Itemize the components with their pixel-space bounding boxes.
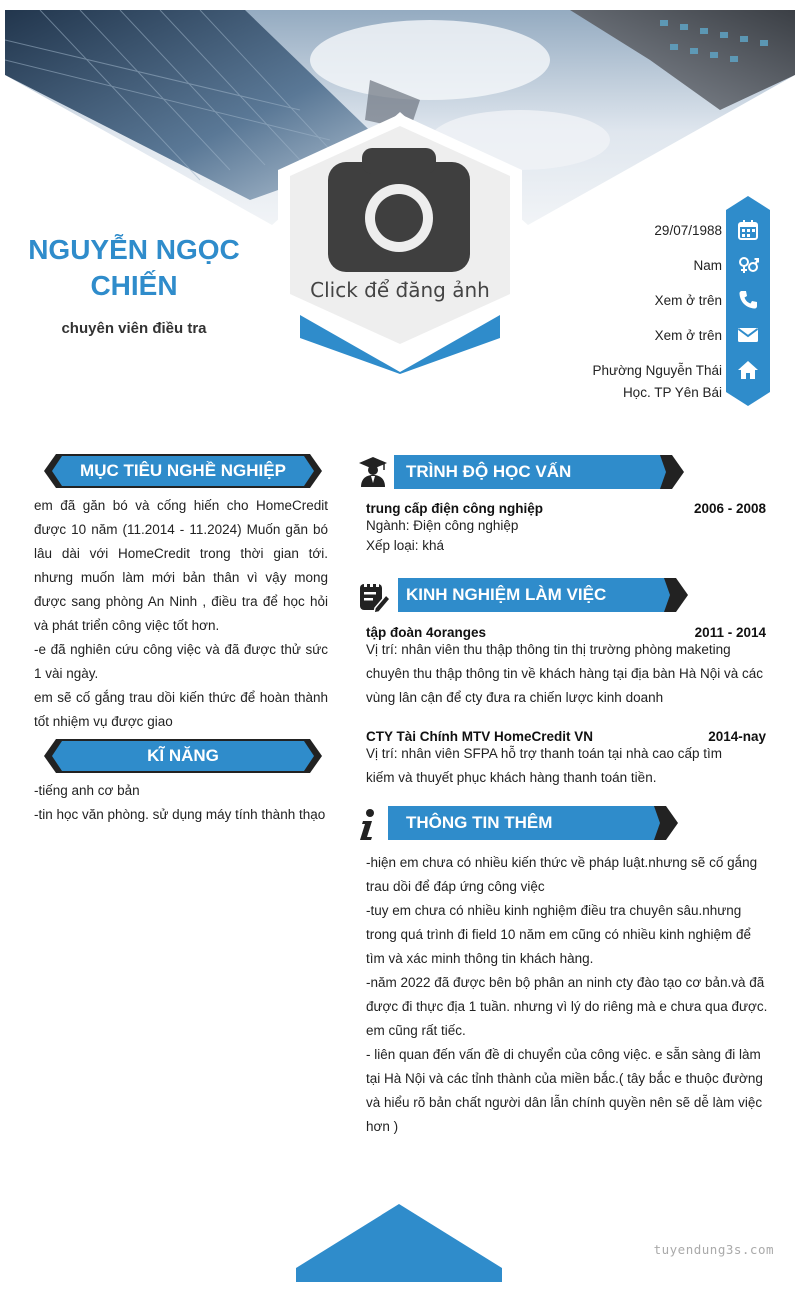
education-grade: Xếp loại: khá xyxy=(366,538,445,553)
objective-heading: MỤC TIÊU NGHỀ NGHIỆP xyxy=(80,461,286,480)
skills-heading-banner xyxy=(44,739,322,773)
experience-heading: KINH NGHIỆM LÀM VIỆC xyxy=(406,585,607,604)
education-school: trung cấp điện công nghiệp xyxy=(366,501,543,516)
address-line-2: Học. TP Yên Bái xyxy=(622,385,722,400)
experience-heading-banner xyxy=(398,578,688,612)
profile-photo-placeholder[interactable] xyxy=(270,110,530,380)
address-line-1: Phường Nguyễn Thái xyxy=(592,363,722,378)
phone-icon xyxy=(736,288,760,312)
contact-address xyxy=(593,360,722,404)
education-heading: TRÌNH ĐỘ HỌC VẤN xyxy=(406,462,572,481)
extra-paragraph-4: - liên quan đến vấn đề di chuyển của công việc. e sẵn sàng đi làm tại Hà Nội và các tỉnh thành của miền bắc.( tây bắc e thuộc đường và hiểu rõ bản chất người dân lẫn chính quyền nên sẽ dễ làm việc hơn ) xyxy=(366,1047,763,1134)
objective-heading-banner xyxy=(44,454,322,488)
name-line-2: CHIẾN xyxy=(90,270,178,301)
education-major: Ngành: Điện công nghiệp xyxy=(366,518,519,533)
job-2-description: Vị trí: nhân viên SFPA hỗ trợ thanh toán tại nhà cao cấp tìm kiếm và thuyết phục khách hàng thanh toán tiền. xyxy=(366,746,723,785)
gender-icon xyxy=(736,253,760,277)
site-watermark: tuyendung3s.com xyxy=(653,1242,774,1257)
education-period: 2006 - 2008 xyxy=(693,501,766,516)
home-icon xyxy=(736,358,760,382)
contact-email: Xem ở trên xyxy=(654,328,722,343)
job-2-company: CTY Tài Chính MTV HomeCredit VN xyxy=(366,729,594,744)
job-1-period: 2011 - 2014 xyxy=(694,625,766,640)
name-line-1: NGUYỄN NGỌC xyxy=(28,234,240,265)
education-heading-banner xyxy=(394,455,684,489)
info-icon xyxy=(358,808,378,842)
calendar-icon xyxy=(736,218,760,242)
contact-gender: Nam xyxy=(693,258,722,273)
camera-icon xyxy=(328,148,470,272)
skill-item-1: -tiếng anh cơ bản xyxy=(34,783,140,798)
photo-upload-caption[interactable]: Click để đăng ảnh xyxy=(310,278,490,302)
job-title: chuyên viên điều tra xyxy=(61,320,207,337)
footer-triangle-decoration xyxy=(296,1204,502,1284)
skill-item-2: -tin học văn phòng. sử dụng máy tính thành thạo xyxy=(34,807,326,822)
extra-info-heading: THÔNG TIN THÊM xyxy=(406,813,553,832)
skills-heading: KĨ NĂNG xyxy=(147,746,219,765)
job-1-company: tập đoàn 4oranges xyxy=(366,625,487,640)
objective-paragraph-1: em đã găn bó và cống hiến cho HomeCredit được 10 năm (11.2014 - 11.2024) Muốn găn bó lâu dài với HomeCredit trong thời gian tới. nhưng muốn làm mới bản thân vì vậy mong được sang phòng An Ninh , điều tra để học hỏi và phát triển công việc tốt hơn. xyxy=(34,498,328,633)
objective-paragraph-2: -e đã nghiên cứu công việc và đã được thử sức 1 vài ngày. xyxy=(34,642,328,681)
graduate-icon xyxy=(358,456,388,488)
notepad-pen-icon xyxy=(358,580,392,614)
objective-paragraph-3: em sẽ cố gắng trau dồi kiến thức để hoàn thành tốt nhiệm vụ được giao xyxy=(34,690,328,729)
email-icon xyxy=(736,323,760,347)
contact-birthday: 29/07/1988 xyxy=(654,223,722,238)
extra-paragraph-3: -năm 2022 đã được bên bộ phân an ninh cty đào tạo cơ bản.và đã được đi thực địa 1 tuần. nhưng vì lý do riêng mà e chưa qua được. em cũng rất tiếc. xyxy=(366,975,768,1038)
extra-paragraph-2: -tuy em chưa có nhiều kinh nghiệm điều tra chuyên sâu.nhưng trong quá trình đi field 10 năm em cũng có nhiều kinh nghiệm để tìm và xác minh thông tin khách hàng. xyxy=(366,903,751,966)
extra-info-heading-banner xyxy=(388,806,678,840)
extra-paragraph-1: -hiện em chưa có nhiều kiến thức về pháp luật.nhưng sẽ cố gắng trau dồi để đáp ứng công việc xyxy=(366,855,758,894)
candidate-name xyxy=(20,232,248,304)
contact-phone: Xem ở trên xyxy=(654,293,722,308)
job-2-period: 2014-nay xyxy=(708,729,766,744)
job-1-description: Vị trí: nhân viên thu thập thông tin thị trường phòng maketing chuyên thu thập thông tin về khách hàng tại địa bàn Hà Nội và các vùng lân cận để cty đưa ra chiến lược kinh doanh xyxy=(366,642,764,705)
